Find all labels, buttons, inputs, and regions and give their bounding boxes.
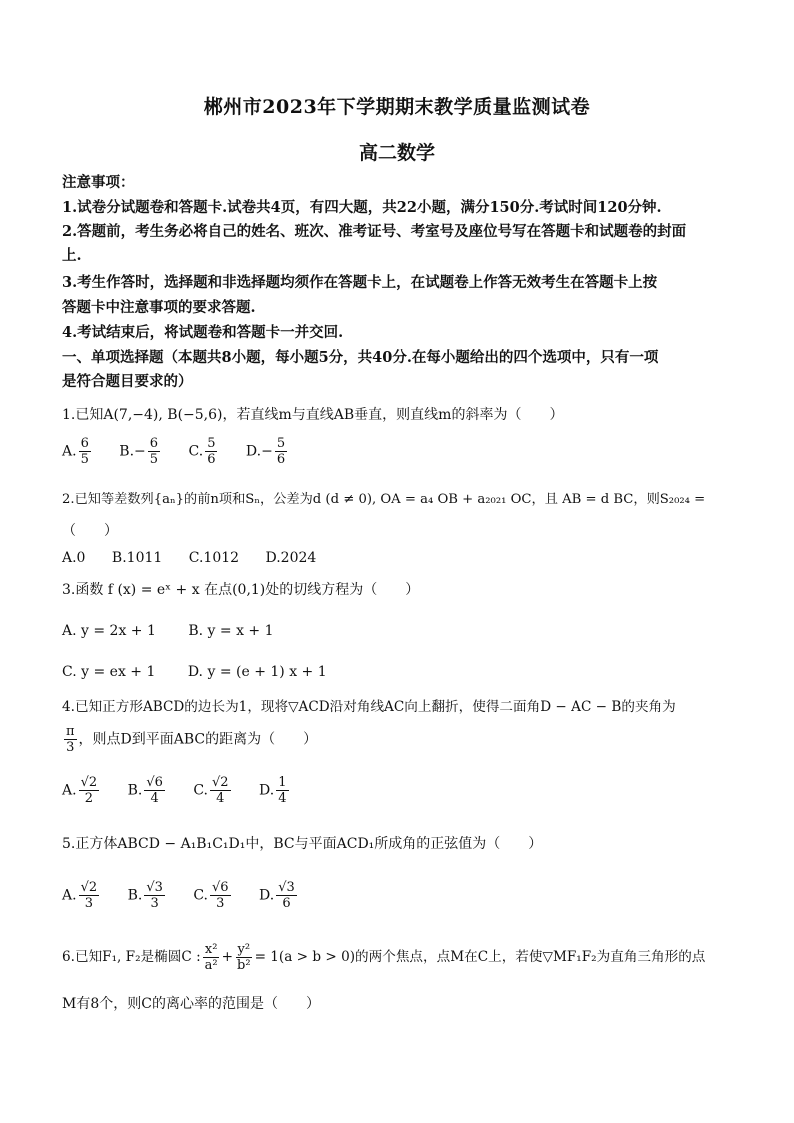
exam-subject: 高二数学 bbox=[358, 142, 435, 164]
q4-options bbox=[62, 775, 313, 806]
q5-options bbox=[62, 880, 321, 911]
q6-stem-b: M有8个，则C的离心率的范围是（ ） bbox=[62, 996, 320, 1012]
note-3b: 答题卡中注意事项的要求答题. bbox=[62, 299, 256, 316]
q2-option-a: A.0 bbox=[62, 550, 86, 566]
q5-stem: 5.正方体ABCD − A₁B₁C₁D₁中，BC与平面ACD₁所成角的正弦值为（ ） bbox=[62, 836, 543, 852]
q5-option-c: C. $\frac{√6}{3}$ bbox=[193, 880, 229, 911]
pi-over-3: $\frac{\pi}{3}$ bbox=[66, 724, 75, 755]
q2-stem-b: （ ） bbox=[62, 523, 118, 539]
q1-option-b: B.− $\frac{6}{5}$ bbox=[119, 436, 159, 467]
note-2a: 2.答题前，考生务必将自己的姓名、班次、准考证号、考室号及座位号写在答题卡和试题卷的封面 bbox=[62, 223, 687, 240]
q5-option-d: D. $\frac{√3}{6}$ bbox=[259, 880, 295, 911]
q3-option-d: D. y = (e + 1) x + 1 bbox=[187, 664, 327, 680]
q3-option-b: B. y = x + 1 bbox=[188, 623, 274, 639]
q2-option-d: D.2024 bbox=[265, 550, 317, 566]
y2-over-b2: $\frac{\text{y²}}{\text{b²}}$ bbox=[237, 942, 251, 973]
q4-stem-a: 4.已知正方形ABCD的边长为1，现将▽ACD沿对角线AC向上翻折，使得二面角D − AC − B的夹角为 bbox=[62, 699, 676, 715]
q3-option-c: C. y = ex + 1 bbox=[62, 664, 156, 680]
section-1-line2: 是符合题目要求的） bbox=[62, 373, 193, 390]
q6-stem-a: 6.已知F₁, F₂是椭圆C : $\frac{\text{x²}}{\text{a²}}$ + $\frac{\text{y²}}{\text{b²}}$ = 1(a > b > 0)的两个焦点，点M在C上，若使▽MF₁F₂为直角三角形的点 bbox=[62, 942, 706, 973]
x2-over-a2: $\frac{\text{x²}}{\text{a²}}$ bbox=[204, 942, 218, 973]
q3-options-ab bbox=[62, 621, 296, 641]
note-3a: 3.考生作答时，选择题和非选择题均须作在答题卡上，在试题卷上作答无效考生在答题卡上按 bbox=[62, 274, 658, 291]
notes-heading: 注意事项： bbox=[62, 174, 135, 191]
q2-option-b: B.1011 bbox=[111, 550, 163, 566]
q1-options bbox=[62, 436, 311, 467]
note-2b: 上. bbox=[62, 247, 82, 264]
q1-option-c: C. $\frac{5}{6}$ bbox=[188, 436, 216, 467]
q3-stem: 3.函数 f (x) = eˣ + x 在点(0,1)处的切线方程为（ ） bbox=[62, 582, 420, 598]
q1-stem: 1.已知A(7,−4), B(−5,6)，若直线m与直线AB垂直，则直线m的斜率为（ ） bbox=[62, 407, 564, 423]
q1-option-a: A. $\frac{6}{5}$ bbox=[62, 436, 89, 467]
q5-option-a: A. $\frac{√2}{3}$ bbox=[62, 880, 98, 911]
q2-stem-a: 2.已知等差数列{aₙ}的前n项和Sₙ，公差为d (d ≠ 0), OA = a₄ OB + a₂₀₂₁ OC，且 AB = d BC，则S₂₀₂₄ = bbox=[62, 492, 706, 507]
q3-option-a: A. y = 2x + 1 bbox=[62, 623, 156, 639]
q4-option-a: A. $\frac{√2}{2}$ bbox=[62, 775, 98, 806]
q4-stem-b-line bbox=[62, 724, 317, 755]
exam-title: 郴州市2023年下学期期末教学质量监测试卷 bbox=[203, 96, 591, 118]
q1-option-d: D.− $\frac{5}{6}$ bbox=[245, 436, 286, 467]
q5-option-b: B. $\frac{√3}{3}$ bbox=[127, 880, 163, 911]
q2-options bbox=[62, 548, 338, 568]
note-1: 1.试卷分试题卷和答题卡.试卷共4页，有四大题，共22小题，满分150分.考试时间120分钟. bbox=[62, 199, 662, 216]
q4-stem-b: ，则点D到平面ABC的距离为（ ） bbox=[78, 731, 318, 748]
section-1-line1: 一、单项选择题（本题共8小题，每小题5分，共40分.在每小题给出的四个选项中，只有一项 bbox=[62, 349, 659, 366]
q2-option-c: C.1012 bbox=[188, 550, 240, 566]
q3-options-cd bbox=[62, 662, 349, 682]
note-4: 4.考试结束后，将试题卷和答题卡一并交回. bbox=[62, 324, 344, 341]
q4-option-c: C. $\frac{√2}{4}$ bbox=[193, 775, 229, 806]
q4-option-d: D. $\frac{1}{4}$ bbox=[259, 775, 287, 806]
q4-option-b: B. $\frac{√6}{4}$ bbox=[127, 775, 163, 806]
